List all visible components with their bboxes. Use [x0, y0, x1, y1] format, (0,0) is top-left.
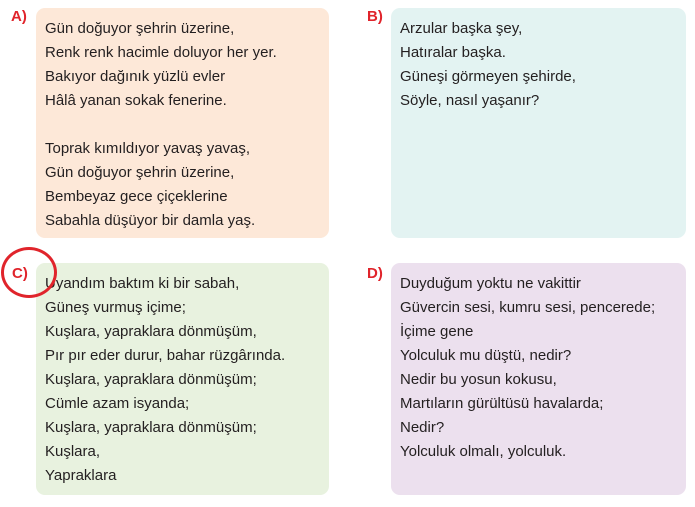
poem-line: Kuşlara, yapraklara dönmüşüm, — [45, 323, 257, 340]
poem-line: Arzular başka şey, — [400, 20, 523, 37]
poem-line: Bembeyaz gece çiçeklerine — [45, 188, 228, 205]
poem-line: Nedir? — [400, 419, 445, 436]
poem-line: Sabahla düşüyor bir damla yaş. — [45, 212, 256, 229]
option-a-label: A) — [11, 8, 27, 25]
poem-line: Renk renk hacimle doluyor her yer. — [45, 44, 277, 61]
poem-line: Gün doğuyor şehrin üzerine, — [45, 20, 235, 37]
answer-circle-mark — [1, 247, 57, 298]
poem-line: Hâlâ yanan sokak fenerine. — [45, 92, 227, 109]
poem-line: Güvercin sesi, kumru sesi, pencerede; — [400, 299, 656, 316]
poem-line: Cümle azam isyanda; — [45, 395, 190, 412]
poem-line: Hatıralar başka. — [400, 44, 506, 61]
poem-line: Yapraklara — [45, 467, 117, 484]
option-c-card[interactable] — [36, 263, 329, 495]
option-d-label: D) — [367, 265, 383, 282]
option-a-card[interactable] — [36, 8, 329, 238]
poem-line: Toprak kımıldıyor yavaş yavaş, — [45, 140, 251, 157]
poem-line: Söyle, nasıl yaşanır? — [400, 92, 540, 109]
poem-line: Güneş vurmuş içime; — [45, 299, 186, 316]
poem-line: İçime gene — [400, 323, 474, 340]
poem-line: Martıların gürültüsü havalarda; — [400, 395, 604, 412]
poem-line: Duyduğum yoktu ne vakittir — [400, 275, 581, 292]
poem-line: Gün doğuyor şehrin üzerine, — [45, 164, 235, 181]
poem-line: Pır pır eder durur, bahar rüzgârında. — [45, 347, 286, 364]
poem-line: Kuşlara, yapraklara dönmüşüm; — [45, 371, 257, 388]
poem-line: Kuşlara, — [45, 443, 101, 460]
poem-line: Uyandım baktım ki bir sabah, — [45, 275, 240, 292]
poem-line: Yolculuk olmalı, yolculuk. — [400, 443, 567, 460]
option-b-card[interactable] — [391, 8, 686, 238]
poem-line: Güneşi görmeyen şehirde, — [400, 68, 576, 85]
poem-line: Bakıyor dağınık yüzlü evler — [45, 68, 226, 85]
option-c-label: C) — [12, 265, 28, 282]
poem-line: Nedir bu yosun kokusu, — [400, 371, 557, 388]
poem-line: Yolculuk mu düştü, nedir? — [400, 347, 572, 364]
option-d-card[interactable] — [391, 263, 686, 495]
poem-line: Kuşlara, yapraklara dönmüşüm; — [45, 419, 257, 436]
option-b-label: B) — [367, 8, 383, 25]
